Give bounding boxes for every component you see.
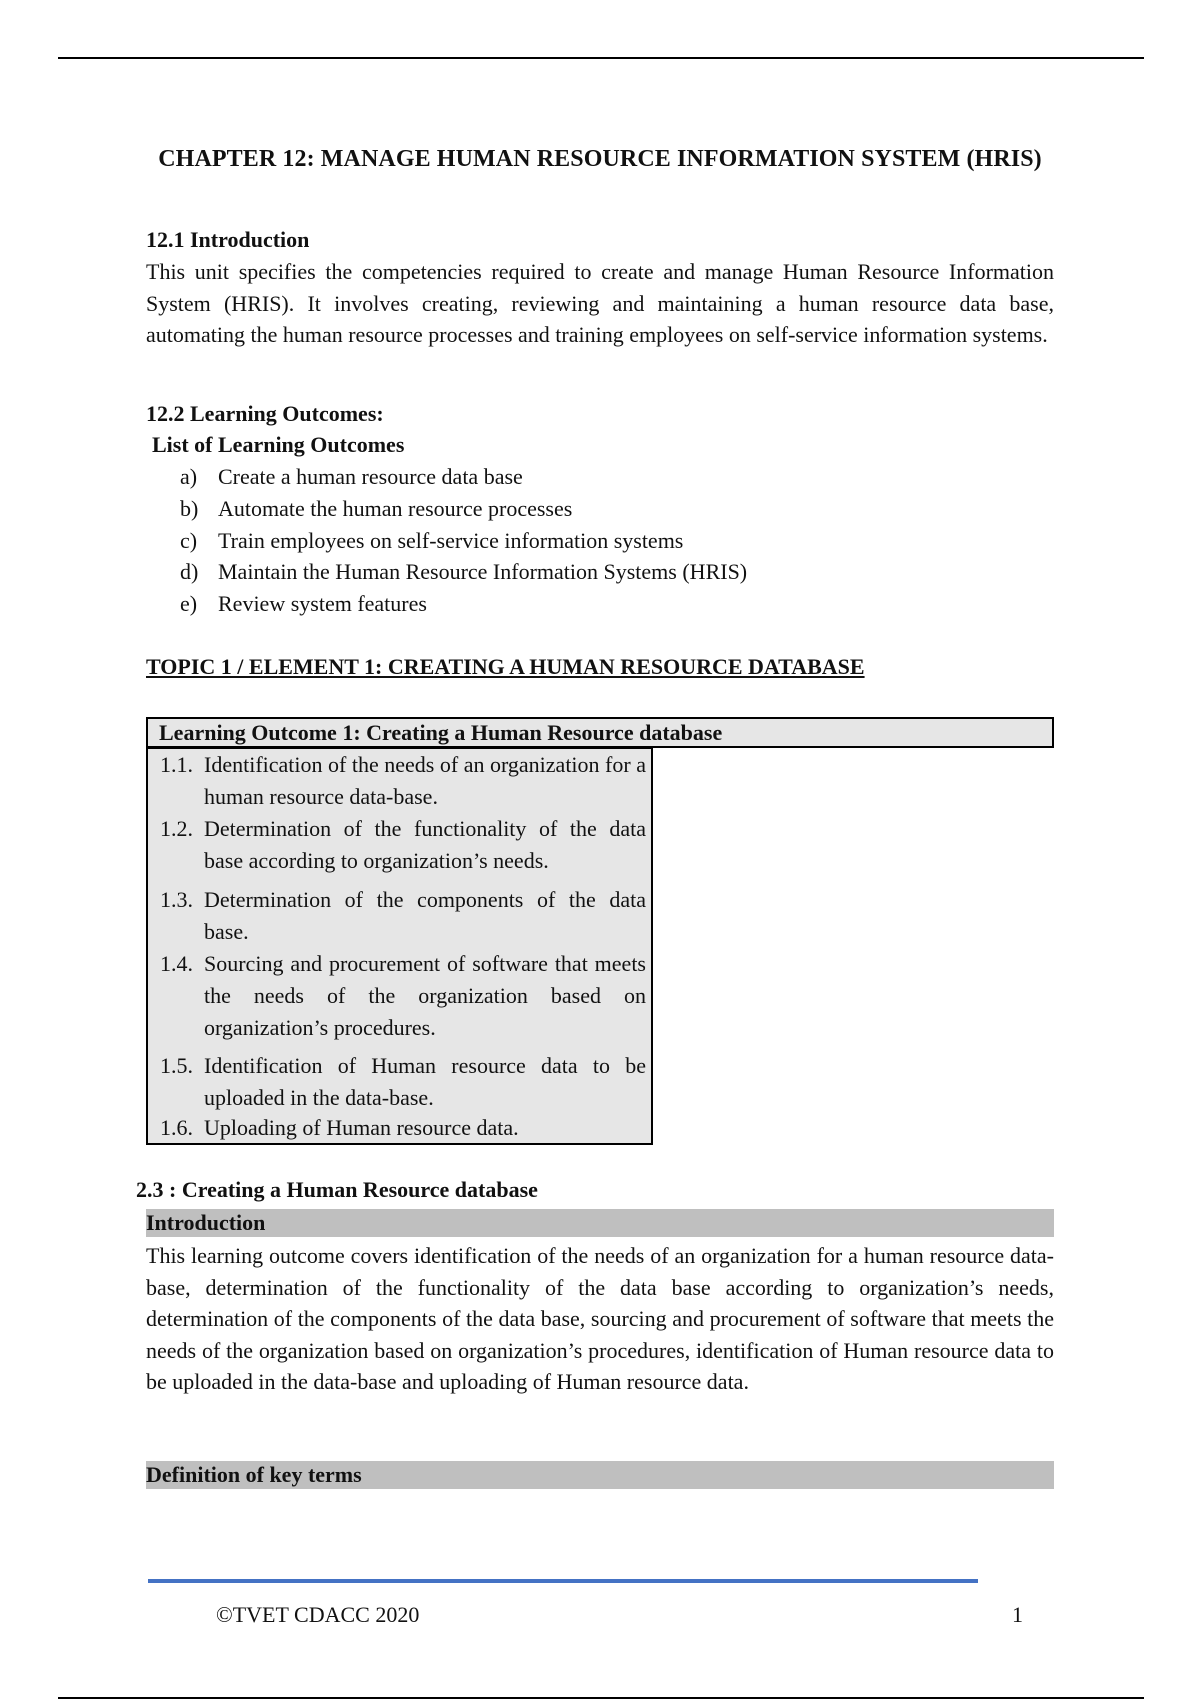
key-terms-band: Definition of key terms [146,1461,1054,1489]
table-row [160,813,646,877]
topic-heading: TOPIC 1 / ELEMENT 1: CREATING A HUMAN RESOURCE DATABASE [146,654,865,679]
item-text: Sourcing and procurement of software that meets the needs of the organization based on organization’s procedures. [204,951,646,1040]
learning-outcome-table-header: Learning Outcome 1: Creating a Human Resource database [146,717,1054,748]
item-number: 1.4. [160,951,193,976]
item-number: 1.5. [160,1053,193,1078]
introduction-section [146,225,1054,351]
list-item [180,493,980,525]
top-rule [58,57,1144,59]
footer-rule [148,1578,978,1584]
item-number: 1.6. [160,1115,193,1140]
table-row [160,948,646,1044]
introduction-paragraph: This unit specifies the competencies required to create and manage Human Resource Information System (HRIS). It involves creating, reviewing and maintaining a human resource data base, automating the human resource processes and training employees on self-service information systems. [146,259,1054,347]
list-marker: c) [180,527,198,553]
item-text: Identification of Human resource data to be uploaded in the data-base. [204,1053,646,1110]
list-marker: a) [180,464,198,489]
list-item [180,525,980,557]
learning-outcomes-heading: 12.2 Learning Outcomes: [146,401,384,426]
table-row [160,884,646,948]
list-marker: e) [180,591,198,617]
item-text: Determination of the functionality of the data base according to organization’s needs. [204,816,646,873]
chapter-title: CHAPTER 12: MANAGE HUMAN RESOURCE INFORMATION SYSTEM (HRIS) [158,146,1042,172]
list-marker: b) [180,495,199,521]
list-item-text: Train employees on self-service information systems [218,527,684,553]
list-item-text: Create a human resource data base [218,464,523,489]
list-item-text: Automate the human resource processes [218,495,573,521]
list-item [180,556,980,588]
item-text: Determination of the components of the data base. [204,887,646,944]
item-text: Identification of the needs of an organization for a human resource data-base. [204,752,646,809]
table-row [160,1112,646,1144]
introduction-heading: 12.1 Introduction [146,227,310,252]
item-number: 1.2. [160,816,193,841]
learning-outcomes-section [146,398,1054,460]
item-number: 1.3. [160,887,193,912]
introduction-band: Introduction [146,1209,1054,1237]
section-title: 2.3 : Creating a Human Resource database [136,1177,538,1202]
section-introduction-paragraph: This learning outcome covers identification of the needs of an organization for a human resource data-base, determination of the functionality of the data base according to organization’s needs, determination of the components of the data base, sourcing and procurement of software that meets the needs of the organization based on organization’s procedures, identification of Human resource data to be uploaded in the data-base and uploading of Human resource data. [146,1243,1054,1394]
table-row [160,1050,646,1114]
page-number: 1 [1012,1602,1023,1627]
bottom-rule [58,1697,1144,1699]
learning-outcomes-list [180,461,980,620]
list-item-text: Review system features [218,591,427,617]
learning-outcome-table-body [146,747,653,1145]
list-item [180,588,980,620]
list-item-text: Maintain the Human Resource Information Systems (HRIS) [218,559,748,585]
item-text: Uploading of Human resource data. [204,1115,519,1140]
list-item [180,461,980,493]
footer-rule-bar [148,1579,978,1583]
item-number: 1.1. [160,752,193,777]
table-row [160,749,646,813]
learning-outcomes-subheading: List of Learning Outcomes [152,432,405,457]
footer-copyright: ©TVET CDACC 2020 [216,1602,420,1627]
list-marker: d) [180,559,199,585]
